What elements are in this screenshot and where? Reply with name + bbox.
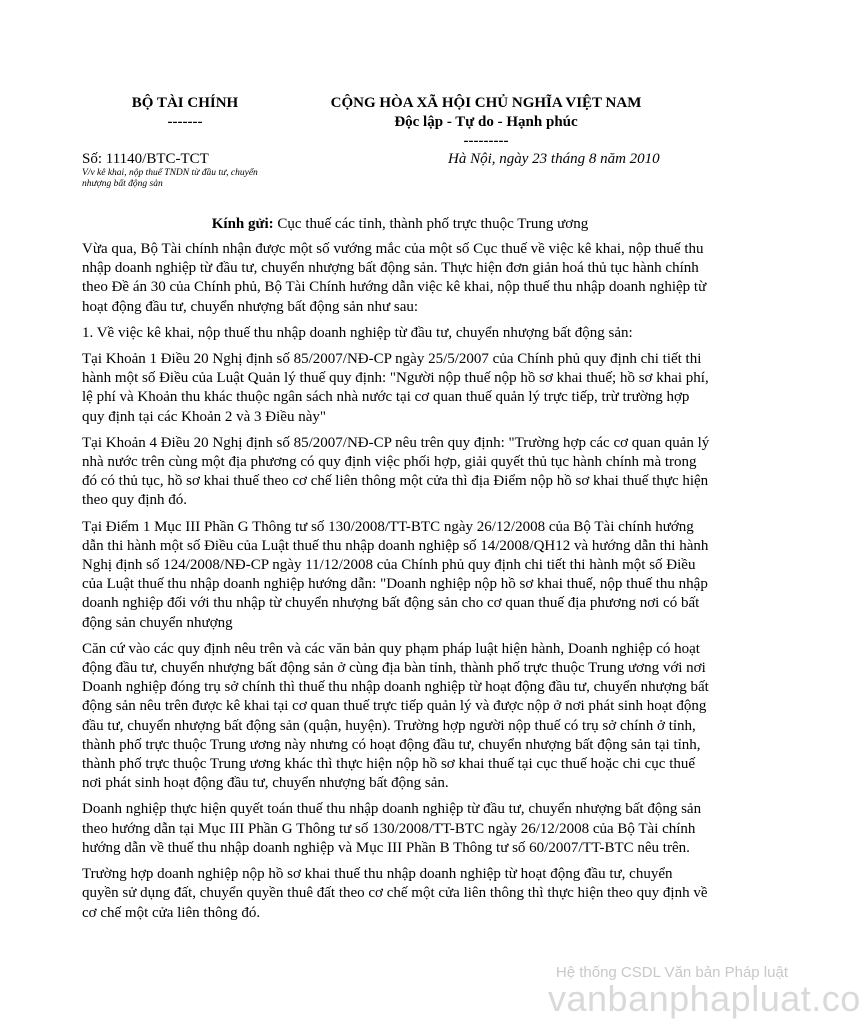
country-name: CỘNG HÒA XÃ HỘI CHỦ NGHĨA VIỆT NAM bbox=[330, 95, 642, 111]
recipient-label: Kính gửi: bbox=[211, 216, 274, 232]
document-subject: V/v kê khai, nộp thuế TNDN từ đầu tư, chuyển nhượng bất động sản bbox=[82, 168, 258, 189]
paragraph: 1. Về việc kê khai, nộp thuế thu nhập doanh nghiệp từ đầu tư, chuyển nhượng bất động sản: bbox=[82, 324, 633, 341]
national-motto: Độc lập - Tự do - Hạnh phúc bbox=[394, 114, 578, 130]
watermark-site: vanbanphapluat.co bbox=[548, 978, 861, 1019]
motto-rule: --------- bbox=[463, 133, 509, 149]
paragraph: Trường hợp doanh nghiệp nộp hồ sơ khai thuế thu nhập doanh nghiệp từ hoạt động đầu tư, chuyển quyền sử dụng đất, chuyển quyền thuê đất theo cơ chế một cửa liên thông thì thực hiện theo quy định về cơ chế một cửa liên thông đó. bbox=[82, 866, 708, 921]
document-body bbox=[82, 240, 712, 930]
ministry-rule: ------- bbox=[167, 114, 203, 130]
issuing-authority-block bbox=[100, 94, 270, 132]
paragraph: Vừa qua, Bộ Tài chính nhận được một số vướng mắc của một số Cục thuế về việc kê khai, nộp thuế thu nhập doanh nghiệp từ đầu tư, chuyển nhượng bất động sản. Thực hiện đơn giản hoá thủ tục hành chính theo Đề án 30 của Chính phủ, Bộ Tài Chính hướng dẫn việc kê khai, nộp thuế thu nhập doanh nghiệp từ hoạt động đầu tư, chuyển nhượng bất động sản như sau: bbox=[82, 241, 707, 315]
document-number: Số: 11140/BTC-TCT bbox=[82, 151, 209, 167]
watermark-caption: Hệ thống CSDL Văn bản Pháp luật bbox=[555, 964, 788, 981]
recipient-line bbox=[0, 215, 800, 233]
recipient-text: Cục thuế các tỉnh, thành phố trực thuộc Trung ương bbox=[273, 216, 589, 232]
paragraph: Doanh nghiệp thực hiện quyết toán thuế thu nhập doanh nghiệp từ đầu tư, chuyển nhượng bất động sản theo hướng dẫn tại Mục III Phần G Thông tư số 130/2008/TT-BTC ngày 26/12/2008 của Bộ Tài chính hướng dẫn về thuế thu nhập doanh nghiệp và Mục III Phần B Thông tư số 60/2007/TT-BTC nêu trên. bbox=[82, 801, 702, 856]
paragraph: Tại Điểm 1 Mục III Phần G Thông tư số 130/2008/TT-BTC ngày 26/12/2008 của Bộ Tài chính hướng dẫn thi hành một số Điều của Luật thuế thu nhập doanh nghiệp số 14/2008/QH12 và hướng dẫn thi hành Nghị định số 124/2008/NĐ-CP ngày 11/12/2008 của Chính phủ quy định chi tiết thi hành một số Điều của Luật thuế thu nhập doanh nghiệp hướng dẫn: "Doanh nghiệp nộp hồ sơ khai thuế, nộp thuế thu nhập doanh nghiệp đối với thu nhập từ chuyển nhượng bất động sản cho cơ quan thuế địa phương nơi có bất động sản chuyển nhượng bbox=[82, 518, 709, 631]
paragraph: Tại Khoản 1 Điều 20 Nghị định số 85/2007/NĐ-CP ngày 25/5/2007 của Chính phủ quy định chi tiết thi hành một số Điều của Luật Quản lý thuế quy định: "Người nộp thuế nộp hồ sơ khai thuế; hồ sơ khai phí, lệ phí và Khoản thu khác thuộc ngân sách nhà nước tại cơ quan thuế quản lý trực tiếp, trừ trường hợp quy định tại các Khoản 2 và 3 Điều này" bbox=[82, 351, 709, 425]
date-line: Hà Nội, ngày 23 tháng 8 năm 2010 bbox=[448, 151, 660, 167]
paragraph: Căn cứ vào các quy định nêu trên và các văn bản quy phạm pháp luật hiện hành, Doanh nghiệp có hoạt động đầu tư, chuyển nhượng bất động sản ở cùng địa bàn tỉnh, thành phố trực thuộc Trung ương với nơi Doanh nghiệp đóng trụ sở chính thì thuế thu nhập doanh nghiệp từ hoạt động đầu tư, chuyển nhượng bất động sản nêu trên được kê khai tại cơ quan thuế trực tiếp quản lý và được nộp ở nơi phát sinh hoạt động đầu tư, chuyển nhượng bất động sản (quận, huyện). Trường hợp người nộp thuế có trụ sở chính ở tỉnh, thành phố trực thuộc Trung ương này nhưng có hoạt động đầu tư, chuyển nhượng bất động sản tại tỉnh, thành phố trực thuộc Trung ương khác thì thực hiện nộp hồ sơ khai thuế tại cục thuế hoặc chi cục thuế nơi phát sinh hoạt động đầu tư, chuyển nhượng bất động sản. bbox=[82, 640, 709, 792]
paragraph: Tại Khoản 4 Điều 20 Nghị định số 85/2007/NĐ-CP nêu trên quy định: "Trường hợp các cơ quan quản lý nhà nước trên cùng một địa phương có quy định việc phối hợp, giải quyết thủ tục hành chính mà trong đó có thủ tục, hồ sơ khai thuế theo cơ chế liên thông một cửa thì địa Điểm nộp hồ sơ khai thuế thực hiện theo quy định đó. bbox=[82, 434, 710, 509]
national-title-block bbox=[296, 94, 676, 151]
ministry-name: BỘ TÀI CHÍNH bbox=[131, 95, 239, 111]
